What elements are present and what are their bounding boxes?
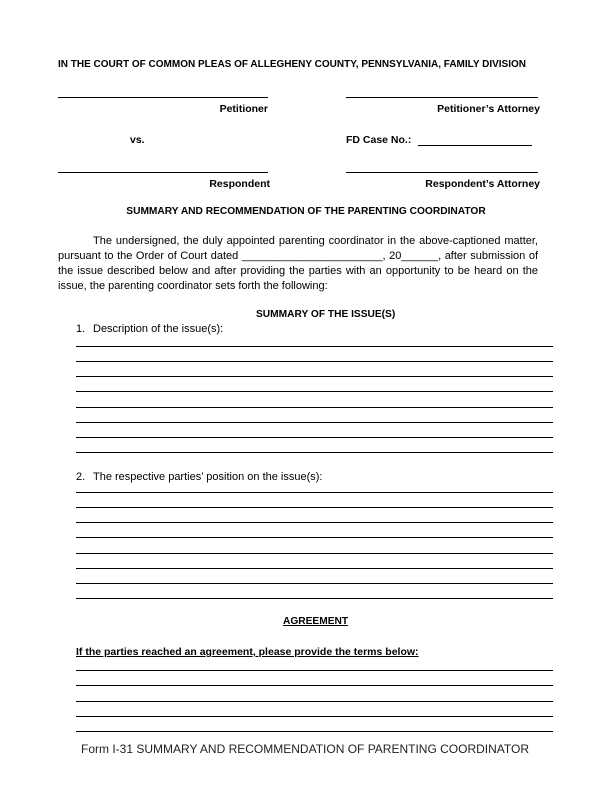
parties-position-blank-lines [76, 492, 553, 613]
petitioner-label: Petitioner [219, 103, 268, 115]
issue-description-blank-line [76, 391, 553, 406]
agreement-instruction: If the parties reached an agreement, please provide the terms below: [76, 646, 419, 658]
parties-position-blank-line [76, 598, 553, 613]
parties-position-item-number: 2. [76, 471, 86, 483]
agreement-terms-blank-lines [76, 670, 553, 746]
versus-label: vs. [130, 134, 145, 146]
issue-description-blank-lines [76, 346, 553, 467]
petitioner-attorney-blank-line [346, 97, 538, 98]
respondent-attorney-label: Respondent’s Attorney [425, 178, 540, 190]
issue-description-blank-line [76, 376, 553, 391]
issue-description-blank-line [76, 437, 553, 452]
issue-description-blank-line [76, 422, 553, 437]
summary-heading: SUMMARY OF THE ISSUE(S) [256, 309, 396, 320]
issue-description-blank-line [76, 407, 553, 422]
parties-position-blank-line [76, 583, 553, 598]
respondent-label: Respondent [209, 178, 270, 190]
parties-position-blank-line [76, 522, 553, 537]
intro-paragraph-line: The undersigned, the duly appointed parenting coordinator in the above-captioned matter, [93, 235, 538, 247]
agreement-terms-blank-line [76, 701, 553, 716]
case-number-label: FD Case No.: [346, 134, 412, 146]
case-number-blank-line [418, 145, 532, 146]
issue-description-blank-line [76, 452, 553, 467]
parties-position-blank-line [76, 568, 553, 583]
agreement-heading: AGREEMENT [283, 616, 349, 627]
petitioner-blank-line [58, 97, 268, 98]
issue-description-blank-line [76, 346, 553, 361]
intro-paragraph-line: the issue described below and after providing the parties with an opportunity to be heard on the [58, 265, 538, 277]
parties-position-blank-line [76, 507, 553, 522]
issue-description-item-number: 1. [76, 323, 86, 335]
parties-position-blank-line [76, 492, 553, 507]
agreement-terms-blank-line [76, 716, 553, 731]
agreement-terms-blank-line [76, 685, 553, 700]
petitioner-attorney-label: Petitioner’s Attorney [437, 103, 540, 115]
respondent-attorney-blank-line [346, 172, 538, 173]
form-title: SUMMARY AND RECOMMENDATION OF THE PARENTING COORDINATOR [126, 206, 486, 217]
court-heading: IN THE COURT OF COMMON PLEAS OF ALLEGHENY COUNTY, PENNSYLVANIA, FAMILY DIVISION [58, 59, 526, 70]
issue-description-item-label: Description of the issue(s): [93, 323, 224, 335]
parties-position-blank-line [76, 537, 553, 552]
intro-paragraph-line: pursuant to the Order of Court dated _______________________, 20______, after submission of [58, 250, 538, 262]
parties-position-blank-line [76, 553, 553, 568]
agreement-terms-blank-line [76, 670, 553, 685]
issue-description-blank-line [76, 361, 553, 376]
intro-paragraph-line: issue, the parenting coordinator sets forth the following: [58, 280, 328, 292]
respondent-blank-line [58, 172, 268, 173]
form-footer: Form I-31 SUMMARY AND RECOMMENDATION OF PARENTING COORDINATOR [81, 742, 530, 756]
parties-position-item-label: The respective parties’ position on the issue(s): [93, 471, 323, 483]
intro-paragraph [58, 234, 538, 294]
